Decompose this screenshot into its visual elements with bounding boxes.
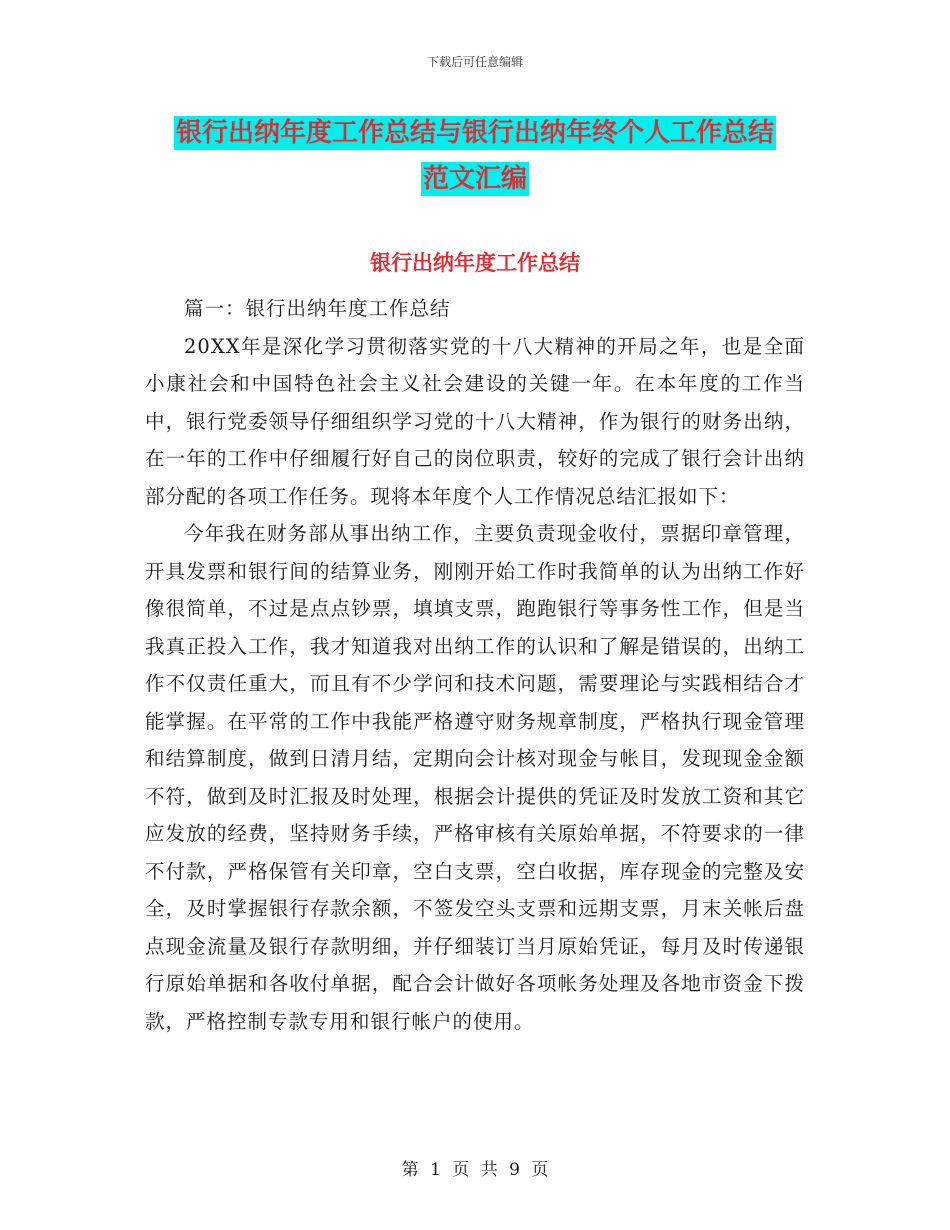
title-line-1: 银行出纳年度工作总结与银行出纳年终个人工作总结 <box>175 118 774 148</box>
paragraph-1: 篇一：银行出纳年度工作总结 <box>184 297 451 320</box>
section-title: 银行出纳年度工作总结 <box>370 251 580 275</box>
body-text <box>145 290 805 1040</box>
paragraph-3: 今年我在财务部从事出纳工作，主要负责现金收付，票据印章管理，开具发票和银行间的结算业务，刚刚开始工作时我简单的认为出纳工作好像很简单，不过是点点钞票，填填支票，跑跑银行等事务性工作，但是当我真正投入工作，我才知道我对出纳工作的认识和了解是错误的，出纳工作不仅责任重大，而且有不少学问和技术问题，需要理论与实践相结合才能掌握。在平常的工作中我能严格遵守财务规章制度，严格执行现金管理和结算制度，做到日清月结，定期向会计核对现金与帐目，发现现金金额不符，做到及时汇报及时处理，根据会计提供的凭证及时发放工资和其它应发放的经费，坚持财务手续，严格审核有关原始单据，不符要求的一律不付款，严格保管有关印章，空白支票，空白收据，库存现金的完整及安全，及时掌握银行存款余额，不签发空头支票和远期支票，月末关帐后盘点现金流量及银行存款明细，并仔细装订当月原始凭证，每月及时传递银行原始单据和各收付单据，配合会计做好各项帐务处理及各地市资金下拨款，严格控制专款专用和银行帐户的使用。 <box>145 522 805 1033</box>
page-number-footer: 第 1 页 共 9 页 <box>401 1160 549 1180</box>
title-line-2: 范文汇编 <box>422 164 527 194</box>
paragraph-2: 20XX年是深化学习贯彻落实党的十八大精神的开局之年，也是全面小康社会和中国特色社会主义社会建设的关键一年。在本年度的工作当中，银行党委领导仔细组织学习党的十八大精神，作为银行的财务出纳，在一年的工作中仔细履行好自己的岗位职责，较好的完成了银行会计出纳部分配的各项工作任务。现将本年度个人工作情况总结汇报如下： <box>145 334 805 508</box>
header-note: 下载后可任意编辑 <box>426 55 523 69</box>
document-title <box>0 110 950 202</box>
